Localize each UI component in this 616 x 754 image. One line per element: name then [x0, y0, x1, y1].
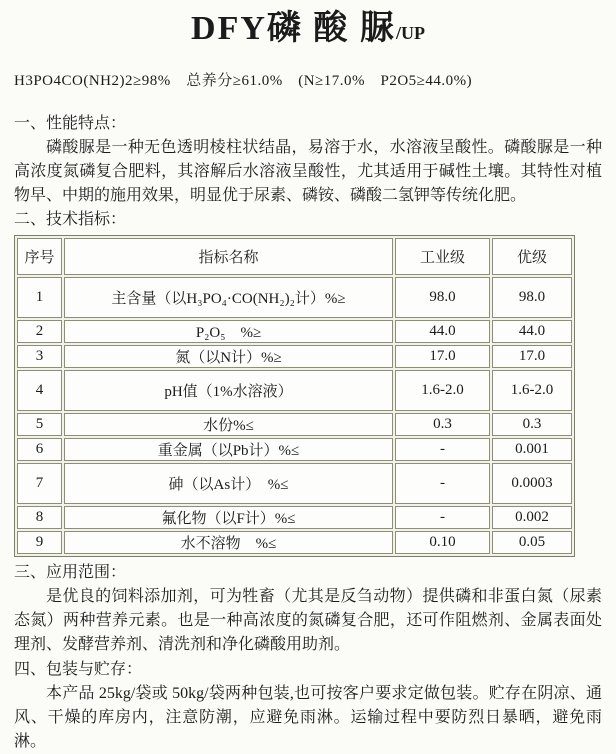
- row-industrial: 0.3: [395, 413, 490, 436]
- row-name: pH值（1%水溶液）: [64, 370, 393, 411]
- row-premium: 17.0: [492, 345, 572, 368]
- col-header-premium: 优级: [492, 238, 572, 275]
- row-premium: 0.0003: [492, 463, 572, 504]
- row-name: 重金属（以Pb计）%≤: [64, 438, 393, 461]
- row-no: 2: [17, 320, 62, 343]
- row-industrial: -: [395, 463, 490, 504]
- row-premium: 98.0: [492, 277, 572, 318]
- col-header-no: 序号: [17, 238, 62, 275]
- packaging-paragraph: 本产品 25kg/袋或 50kg/袋两种包装,也可按客户要求定做包装。贮存在阴凉、通风、干燥的库房内，注意防潮，应避免雨淋。运输过程中要防烈日暴晒，避免雨淋。: [14, 685, 602, 750]
- page-title-suffix: /UP: [395, 23, 425, 43]
- table-row: [17, 413, 572, 436]
- row-premium: 0.002: [492, 506, 572, 529]
- row-no: 3: [17, 345, 62, 368]
- col-header-industrial: 工业级: [395, 238, 490, 275]
- row-industrial: 98.0: [395, 277, 490, 318]
- table-row: [17, 531, 572, 554]
- row-no: 9: [17, 531, 62, 554]
- table-row: [17, 320, 572, 343]
- row-industrial: 1.6-2.0: [395, 370, 490, 411]
- row-name: 砷（以As计） %≤: [64, 463, 393, 504]
- section-heading-features: 一、性能特点：: [14, 115, 127, 132]
- row-no: 7: [17, 463, 62, 504]
- row-name: 主含量（以H₃PO₄·CO(NH₂)₂计）%≥: [64, 277, 393, 318]
- section-heading-applications: 三、应用范围：: [14, 564, 127, 581]
- table-row: [17, 506, 572, 529]
- spec-table: [14, 235, 575, 557]
- table-row: [17, 463, 572, 504]
- row-industrial: 17.0: [395, 345, 490, 368]
- row-premium: 1.6-2.0: [492, 370, 572, 411]
- row-industrial: 44.0: [395, 320, 490, 343]
- row-name: P₂O₅ %≥: [64, 320, 393, 343]
- col-header-name: 指标名称: [64, 238, 393, 275]
- row-industrial: -: [395, 438, 490, 461]
- row-no: 6: [17, 438, 62, 461]
- row-premium: 44.0: [492, 320, 572, 343]
- applications-paragraph: 是优良的饲料添加剂，可为牲畜（尤其是反刍动物）提供磷和非蛋白氮（尿素态氮）两种营养元素。也是一种高浓度的氮磷复合肥，还可作阻燃剂、金属表面处理剂、发酵营养剂、清洗剂和净化磷酸用助剂。: [14, 588, 602, 653]
- row-industrial: -: [395, 506, 490, 529]
- table-row: [17, 370, 572, 411]
- row-name: 水不溶物 %≤: [64, 531, 393, 554]
- row-no: 4: [17, 370, 62, 411]
- section-heading-specs: 二、技术指标：: [14, 211, 127, 228]
- row-no: 8: [17, 506, 62, 529]
- row-name: 氟化物（以F计）%≤: [64, 506, 393, 529]
- row-premium: 0.001: [492, 438, 572, 461]
- row-premium: 0.05: [492, 531, 572, 554]
- table-row: [17, 277, 572, 318]
- row-industrial: 0.10: [395, 531, 490, 554]
- row-premium: 0.3: [492, 413, 572, 436]
- row-name: 水份%≤: [64, 413, 393, 436]
- spec-table-header-row: [17, 238, 572, 275]
- features-paragraph: 磷酸脲是一种无色透明棱柱状结晶，易溶于水，水溶液呈酸性。磷酸脲是一种高浓度氮磷复合肥料，其溶解后水溶液呈酸性，尤其适用于碱性土壤。其特性对植物早、中期的施用效果，明显优于尿素、磷铵、磷酸二氢钾等传统化肥。: [14, 139, 602, 204]
- row-no: 1: [17, 277, 62, 318]
- chemical-formula-line: H3PO4CO(NH2)2≥98% 总养分≥61.0% (N≥17.0% P2O5≥44.0%): [14, 73, 473, 89]
- page-title: [14, 8, 602, 54]
- section-heading-packaging: 四、包装与贮存：: [14, 661, 143, 678]
- page-title-main: DFY磷 酸 脲: [191, 10, 396, 47]
- table-row: [17, 438, 572, 461]
- table-row: [17, 345, 572, 368]
- row-no: 5: [17, 413, 62, 436]
- row-name: 氮（以N计）%≥: [64, 345, 393, 368]
